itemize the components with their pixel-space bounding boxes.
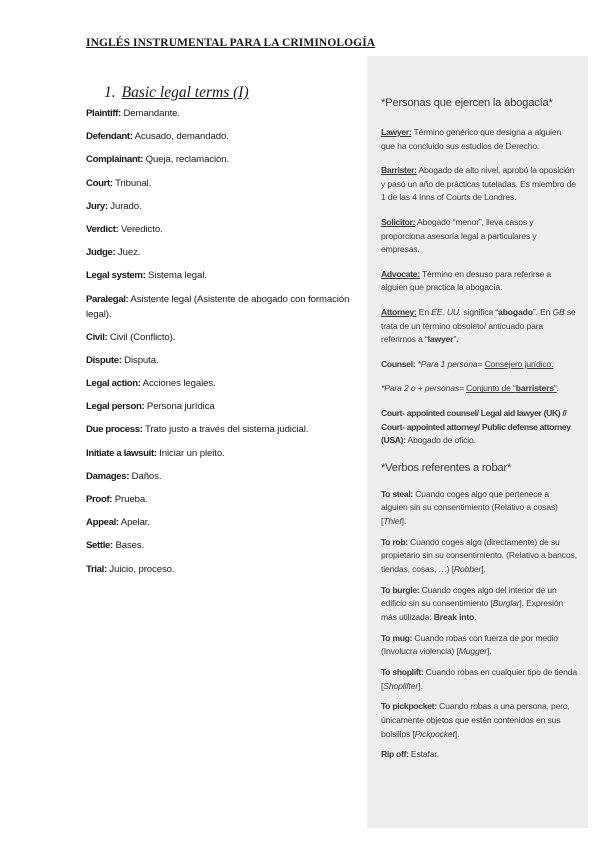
text-span: significa “ [461, 306, 499, 317]
verb-entry [381, 700, 577, 741]
term-definition: Juicio, proceso. [106, 563, 175, 575]
text-span: abogado [498, 306, 533, 317]
text-span: Pickpocket [414, 728, 455, 739]
term-entry [86, 222, 356, 237]
text-span: Estafar. [408, 749, 439, 760]
term-definition: Asistente legal (Asistente de abogado con formación legal). [86, 293, 350, 320]
term-name: Proof: [86, 494, 113, 505]
term-name: Legal action: [86, 378, 141, 390]
text-span: ]. Expresión más utilizada: [381, 598, 563, 622]
sidebar-term: Attorney: [381, 306, 417, 317]
term-entry [86, 268, 356, 283]
term-definition: Prueba. [112, 494, 148, 505]
term-entry [86, 422, 356, 437]
term-name: Complainant: [86, 154, 144, 166]
term-entry [86, 376, 356, 391]
verb-entry [381, 632, 577, 659]
term-definition: Tribunal. [112, 177, 152, 189]
term-entry [86, 292, 356, 322]
term-entry [86, 199, 356, 214]
term-entry [86, 446, 356, 461]
text-span: ” [553, 383, 557, 394]
term-name: Court: [86, 177, 113, 189]
term-entry [86, 152, 356, 167]
term-entry [86, 353, 356, 368]
term-name: Initiate a lawsuit: [86, 447, 157, 459]
term-entry [86, 106, 356, 121]
text-span: En [416, 306, 432, 317]
text-span: Cuando coges algo que pertenece a alguien sin su consentimiento (Relativo a cosas) [ [381, 488, 558, 526]
sidebar-term: Solicitor: [381, 216, 416, 227]
term-definition: Persona jurídica [144, 401, 215, 413]
text-span: *Para 1 persona= [415, 358, 485, 369]
sidebar-term: Barrister: [381, 165, 417, 176]
verb-term: To mug: [381, 632, 413, 643]
sidebar-entry-advocate [381, 268, 577, 295]
section-heading [104, 84, 249, 102]
term-name: Legal system: [86, 270, 146, 282]
term-definition: Juez. [115, 247, 141, 259]
text-span: Break into [433, 611, 475, 622]
text-span: lawyer [427, 334, 454, 345]
term-definition: Acusado, demandado. [132, 131, 229, 143]
text-span: Burglar [492, 598, 520, 609]
text-span: . [474, 611, 477, 622]
sidebar-entry-barrister [381, 164, 577, 205]
text-span: ]. [454, 728, 460, 739]
term-definition: Trato justo a través del sistema judicial. [142, 424, 309, 436]
sidebar-entry-barristers-note [381, 382, 577, 396]
text-span: EE. UU. [431, 306, 462, 317]
lawyers-heading: *Personas que ejercen la abogacía* [381, 97, 553, 109]
term-definition: Daños. [129, 470, 162, 482]
sidebar-entry-counsel [381, 358, 577, 372]
term-definition: Civil (Conflicto). [107, 331, 176, 343]
text-span: Mugger [458, 646, 487, 657]
verb-term: To shoplift: [381, 666, 424, 677]
terms-list [86, 106, 356, 585]
term-name: Jury: [86, 200, 108, 212]
term-definition: Jurado. [107, 200, 142, 212]
verb-entry [381, 666, 577, 693]
term-definition: Queja, reclamación. [143, 154, 230, 166]
term-definition: Acciones legales. [140, 378, 216, 390]
verbs-heading: *Verbos referentes a robar* [381, 461, 512, 474]
term-name: Appeal: [86, 517, 119, 529]
verb-term: To rob: [381, 536, 408, 547]
term-name: Plaintiff: [86, 108, 121, 119]
text-span: Cuando coges algo (directamente) de su propietario sin su consentimiento. (Relativo a bancos, tiendas, cosas, …) [ [381, 536, 577, 574]
section-title: Basic legal terms (I) [121, 84, 249, 101]
term-entry [86, 399, 356, 414]
term-entry [86, 245, 356, 260]
verb-entry [381, 488, 577, 529]
text-span: ”. [453, 334, 459, 345]
term-name: Damages: [86, 470, 130, 482]
term-entry [86, 515, 356, 530]
text-span: . [556, 383, 559, 394]
term-name: Judge: [86, 247, 116, 259]
sidebar-term: Counsel: [381, 358, 416, 369]
sidebar-term: Lawyer: [381, 127, 412, 137]
term-name: Civil: [86, 331, 108, 343]
sidebar-definition: Abogado de oficio. [405, 435, 476, 446]
text-span: Consejero jurídico. [484, 358, 554, 369]
text-span: Cuando robas en cualquier tipo de tienda [ [381, 666, 577, 691]
term-name: Settle: [86, 540, 113, 552]
text-span: ]. [401, 515, 407, 526]
text-span: ”. En [532, 306, 553, 317]
sidebar-definition: Abogado “menor”, lleva casos y proporciona asesoría legal a particulares y empresas. [381, 216, 537, 255]
text-span: Cuando robas con fuerza de por medio (Involucra violencia) [ [381, 632, 559, 657]
term-definition: Sistema legal. [145, 270, 207, 282]
term-entry [86, 330, 356, 345]
text-span: se trata de un término obsoleto/ anticuado para referirnos a “ [381, 306, 576, 345]
document-title: INGLÉS INSTRUMENTAL PARA LA CRIMINOLOGÍA [86, 37, 376, 49]
text-span: Cuando coges algo del interior de un edificio sin su consentimiento [ [381, 584, 557, 609]
term-name: Defendant: [86, 131, 133, 143]
text-span: ]. [481, 563, 486, 574]
sidebar-definition: Término genérico que designa a alguien que ha concluido sus estudios de Derecho. [381, 127, 562, 151]
verb-entry [381, 584, 577, 625]
sidebar-term: Court- appointed counsel/ Legal aid lawyer (UK) // Court- appointed attorney/ Public defense attorney (USA): [381, 407, 571, 446]
verb-entry [381, 536, 577, 577]
term-name: Paralegal: [86, 293, 129, 305]
text-span: *Para 2 o + personas= [381, 383, 467, 394]
term-definition: Bases. [112, 540, 145, 552]
text-span: GB [552, 306, 565, 317]
section-number: 1. [104, 84, 116, 101]
term-definition: Apelar. [118, 517, 150, 529]
term-entry [86, 129, 356, 144]
sidebar-definition: Abogado de alto nivel, aprobó la oposición y pasó un año de prácticas tuteladas. Es miembro de 1 de las 4 Inns of Courts de Londres. [381, 165, 576, 203]
term-entry [86, 562, 356, 577]
term-name: Due process: [86, 424, 143, 436]
sidebar-entry-lawyer [381, 126, 577, 153]
sidebar-term: Advocate: [381, 268, 420, 279]
text-span: barristers [515, 383, 554, 394]
term-name: Legal person: [86, 401, 145, 413]
sidebar-content [381, 97, 577, 769]
term-definition: Demandante. [120, 108, 180, 119]
text-span: Conjunto de “ [466, 383, 516, 394]
text-span: Shoplifter [383, 680, 419, 691]
sidebar-entry-attorney [381, 306, 577, 347]
text-span: ]. [487, 646, 492, 657]
verb-entry [381, 748, 577, 762]
term-entry [86, 492, 356, 507]
text-span: Robber [453, 563, 482, 574]
text-span: ]. [418, 680, 423, 691]
verb-term: To steal: [381, 488, 413, 499]
term-entry [86, 176, 356, 191]
term-definition: Disputa. [121, 354, 159, 366]
term-definition: Iniciar un pleito. [156, 447, 225, 459]
term-name: Verdict: [86, 223, 119, 235]
sidebar-definition: Término en desuso para referirse a alguien que practica la abogacía. [381, 268, 552, 293]
text-span: Cuando robas a una persona, pero, únicamente objetos que estén contenidos en sus bolsillos [ [381, 701, 570, 739]
verb-term: Rip off: [381, 749, 409, 760]
sidebar-entry-solicitor [381, 216, 577, 257]
verb-term: To burgle: [381, 584, 420, 595]
term-name: Trial: [86, 563, 107, 575]
text-span: Thief [383, 515, 402, 526]
term-definition: Veredicto. [118, 223, 163, 235]
sidebar-entry-appointed [381, 407, 577, 448]
term-entry [86, 469, 356, 484]
term-name: Dispute: [86, 354, 122, 366]
verb-term: To pickpocket: [381, 701, 437, 712]
term-entry [86, 538, 356, 553]
